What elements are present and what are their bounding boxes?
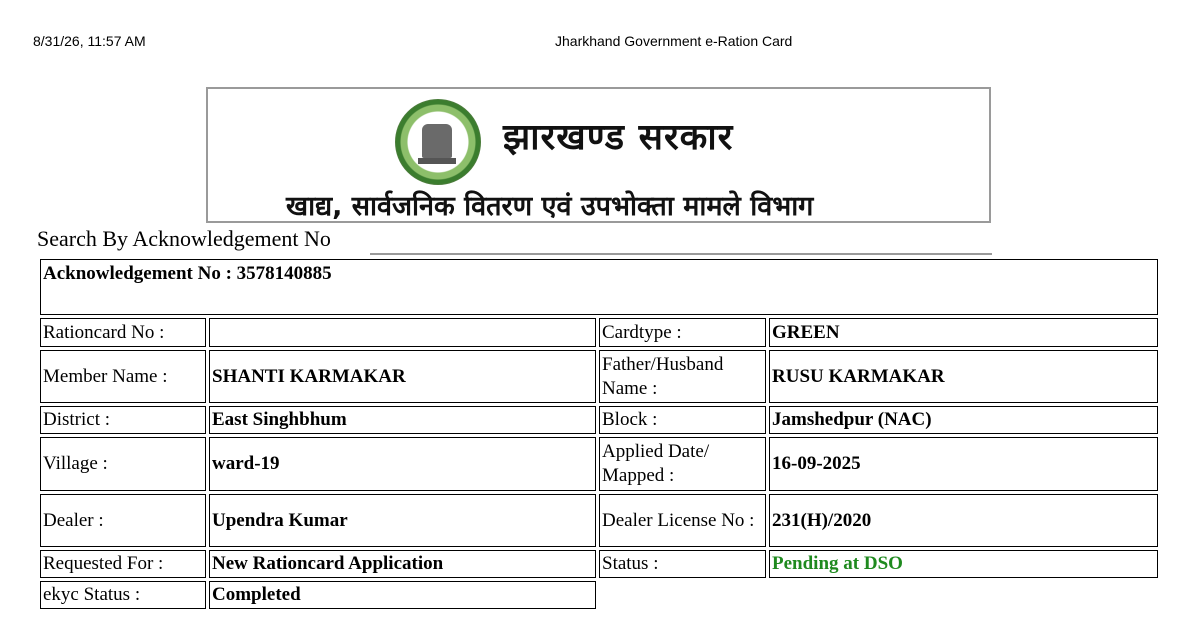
print-page-title: Jharkhand Government e-Ration Card [555, 33, 793, 49]
ekyc-status-label: ekyc Status : [40, 581, 206, 609]
district-label: District : [40, 406, 206, 434]
applied-date-label: Applied Date/ Mapped : [599, 437, 766, 491]
applied-date-value: 16-09-2025 [769, 437, 1158, 491]
divider [370, 253, 992, 255]
search-section-title: Search By Acknowledgement No [37, 226, 331, 251]
district-value: East Singhbhum [209, 406, 596, 434]
block-value: Jamshedpur (NAC) [769, 406, 1158, 434]
dealer-license-value: 231(H)/2020 [769, 494, 1158, 547]
village-label: Village : [40, 437, 206, 491]
village-value: ward-19 [209, 437, 596, 491]
department-banner [206, 87, 991, 223]
dealer-license-label: Dealer License No : [599, 494, 766, 547]
requested-for-value: New Rationcard Application [209, 550, 596, 578]
dealer-value: Upendra Kumar [209, 494, 596, 547]
print-datetime: 8/31/26, 11:57 AM [33, 33, 146, 49]
dealer-label: Dealer : [40, 494, 206, 547]
ekyc-status-value: Completed [209, 581, 596, 609]
father-husband-label: Father/Husband Name : [599, 350, 766, 403]
requested-for-label: Requested For : [40, 550, 206, 578]
cardtype-value: GREEN [769, 318, 1158, 347]
block-label: Block : [599, 406, 766, 434]
father-husband-value: RUSU KARMAKAR [769, 350, 1158, 403]
state-emblem-icon [395, 99, 481, 185]
member-name-label: Member Name : [40, 350, 206, 403]
status-value: Pending at DSO [769, 550, 1158, 578]
rationcard-value [209, 318, 596, 347]
status-label: Status : [599, 550, 766, 578]
banner-title: झारखण्ड सरकार [503, 117, 734, 158]
rationcard-label: Rationcard No : [40, 318, 206, 347]
acknowledgement-number: Acknowledgement No : 3578140885 [40, 259, 1158, 315]
member-name-value: SHANTI KARMAKAR [209, 350, 596, 403]
banner-subtitle: खाद्य, सार्वजनिक वितरण एवं उपभोक्ता मामले विभाग [286, 191, 814, 222]
cardtype-label: Cardtype : [599, 318, 766, 347]
